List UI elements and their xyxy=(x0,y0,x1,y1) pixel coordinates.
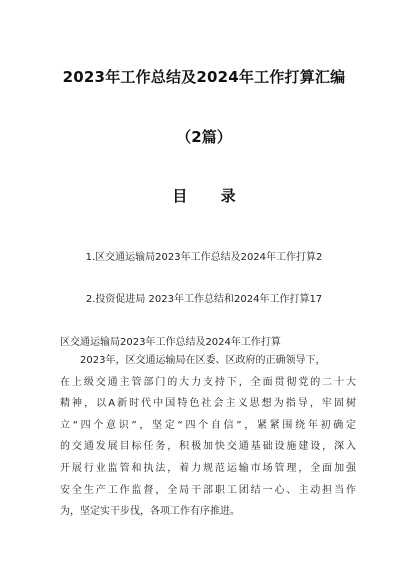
paragraph-line: 安全生产工作监督，全局干部职工团结一心、主动担当作 xyxy=(60,484,356,496)
paragraph-line: 在上级交通主管部门的大力支持下，全面贯彻党的二十大 xyxy=(60,376,356,388)
paragraph-line: 立“四个意识”，坚定“四个自信”，紧紧围绕年初确定 xyxy=(60,419,356,431)
paragraph-line: 2023年，区交通运输局在区委、区政府的正确领导下， xyxy=(80,355,326,366)
document-title: 2023年工作总结及2024年工作打算汇编 xyxy=(62,68,346,86)
toc-item[interactable]: 1.区交通运输局2023年工作总结及2024年工作打算2 xyxy=(85,252,323,263)
article-count: （2篇） xyxy=(176,128,232,146)
section-title: 区交通运输局2023年工作总结及2024年工作打算 xyxy=(60,337,281,348)
paragraph-line: 开展行业监管和执法，着力规范运输市场管理，全面加强 xyxy=(60,462,356,474)
paragraph-line: 为，坚定实干步伐，各项工作有序推进。 xyxy=(60,506,240,518)
toc-item[interactable]: 2.投资促进局 2023年工作总结和2024年工作打算17 xyxy=(85,294,323,305)
paragraph-line: 的交通发展目标任务，积极加快交通基础设施建设，深入 xyxy=(60,441,356,453)
paragraph-line: 精神，以A新时代中国特色社会主义思想为指导，牢固树 xyxy=(60,398,356,410)
toc-heading: 目 录 xyxy=(172,187,250,205)
body-paragraph xyxy=(60,350,356,523)
